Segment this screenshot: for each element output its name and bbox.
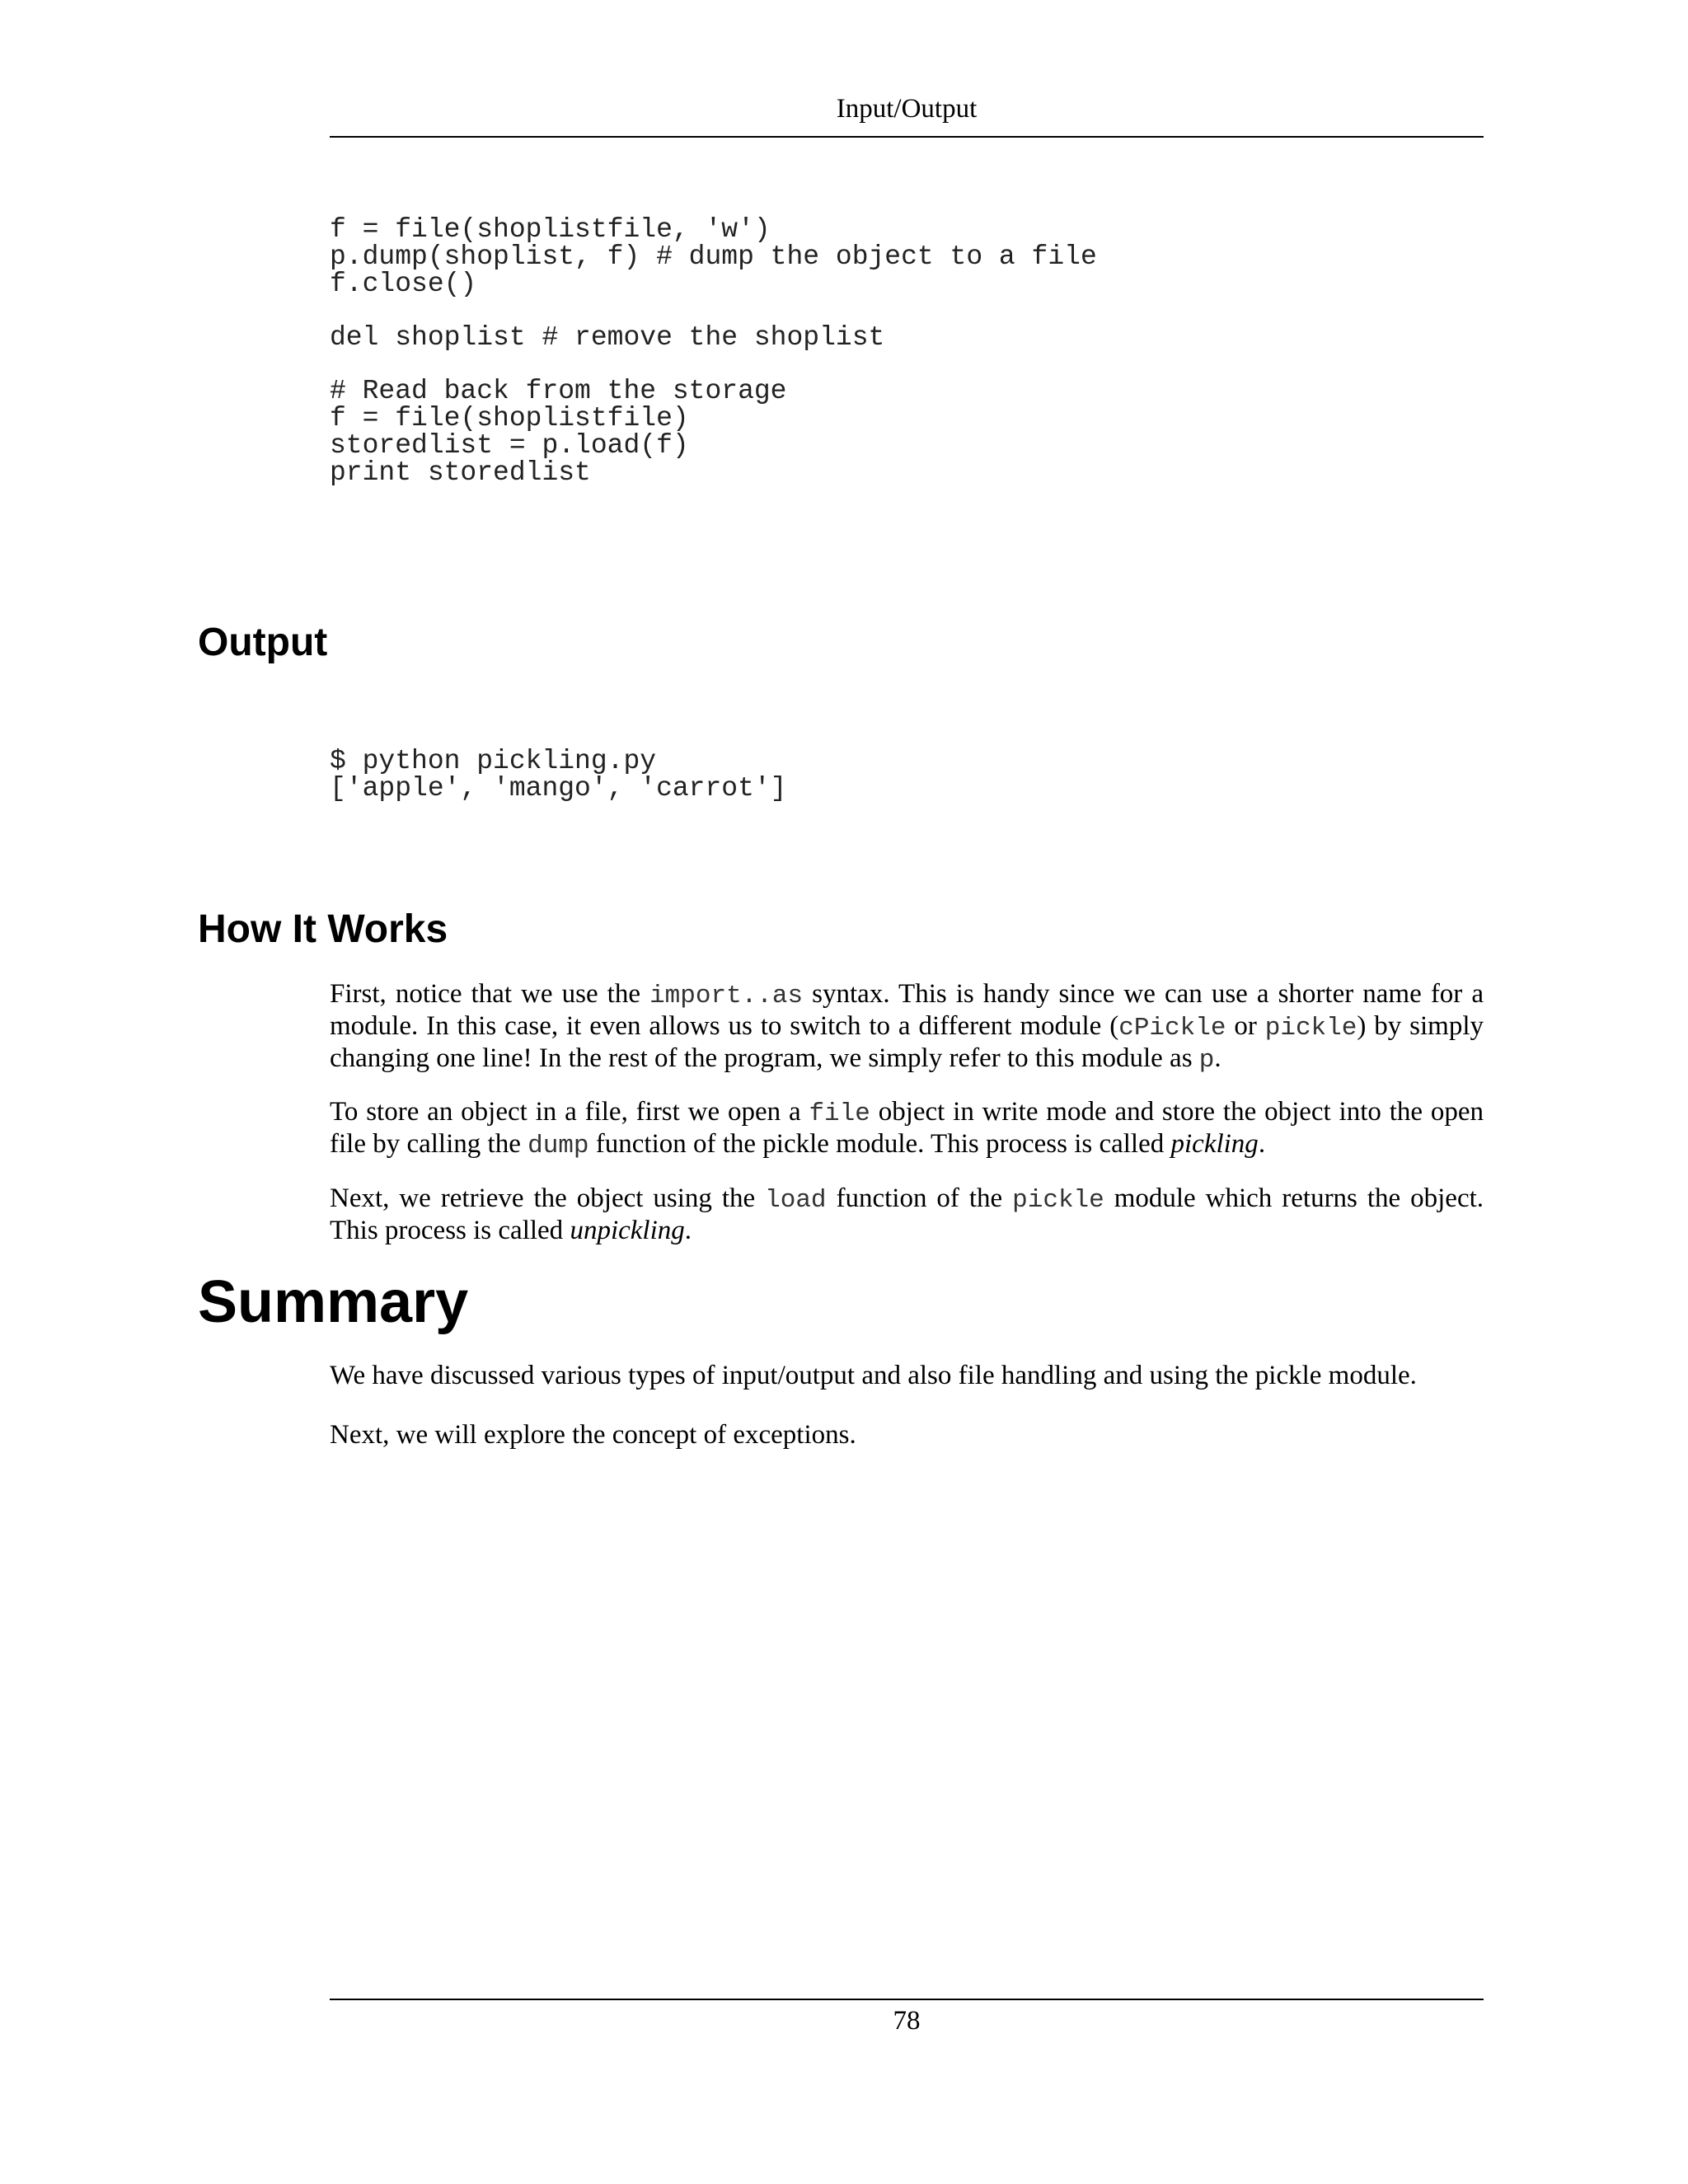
paragraph-unpickling (330, 1183, 1484, 1245)
code-blank-line (330, 351, 1097, 377)
code-line: p.dump(shoplist, f) # dump the object to a file (330, 241, 1097, 272)
inline-code: pickle (1012, 1186, 1104, 1215)
code-line: # Read back from the storage (330, 376, 787, 406)
code-line: f = file(shoplistfile) (330, 403, 689, 434)
emphasis: unpickling (570, 1216, 685, 1245)
inline-code: pickle (1264, 1014, 1357, 1043)
header-rule (330, 136, 1484, 138)
code-line: f = file(shoplistfile, 'w') (330, 214, 771, 245)
code-listing (330, 216, 1097, 486)
text: First, notice that we use the (330, 979, 650, 1009)
inline-code: p (1198, 1046, 1215, 1075)
code-line: f.close() (330, 269, 477, 299)
text: object in write mode and store the object into the open file by calling the (330, 1097, 1484, 1159)
emphasis: pickling (1170, 1129, 1259, 1159)
running-header: Input/Output (836, 94, 978, 124)
text: To store an object in a file, first we open a (330, 1097, 809, 1127)
inline-code: import..as (649, 982, 804, 1010)
paragraph-pickling (330, 1097, 1484, 1161)
text: Next, we retrieve the object using the (330, 1183, 766, 1213)
text: or (1226, 1011, 1265, 1041)
inline-code: file (809, 1099, 870, 1128)
text: ) by simply changing one line! In the rest of the program, we simply refer to this module as (330, 1011, 1484, 1073)
summary-paragraph: Next, we will explore the concept of exceptions. (330, 1420, 856, 1450)
text: module which returns the object. This process is called (330, 1183, 1484, 1245)
text: . (1214, 1043, 1221, 1073)
text: syntax. This is handy since we can use a shorter name for a module. In this case, it even allows us to switch to a different module ( (330, 979, 1484, 1041)
output-line: $ python pickling.py (330, 746, 657, 776)
text: function of the (826, 1183, 1013, 1213)
text: . (1258, 1129, 1266, 1159)
paragraph-import-as (330, 979, 1484, 1076)
text: . (684, 1216, 692, 1245)
text: function of the pickle module. This process is called (588, 1129, 1171, 1159)
inline-code: dump (528, 1132, 589, 1160)
summary-paragraph: We have discussed various types of input/output and also file handling and using the pickle module. (330, 1361, 1417, 1390)
inline-code: load (765, 1186, 827, 1215)
summary-heading: Summary (198, 1269, 469, 1335)
code-blank-line (330, 298, 1097, 324)
code-line: print storedlist (330, 457, 591, 488)
code-line: storedlist = p.load(f) (330, 430, 689, 461)
footer-rule (330, 1999, 1484, 2000)
page-number: 78 (893, 2006, 921, 2036)
how-it-works-heading: How It Works (198, 907, 448, 951)
output-listing (330, 748, 787, 802)
output-line: ['apple', 'mango', 'carrot'] (330, 773, 787, 804)
output-heading: Output (198, 621, 328, 664)
code-line: del shoplist # remove the shoplist (330, 322, 885, 353)
inline-code: cPickle (1118, 1014, 1226, 1043)
